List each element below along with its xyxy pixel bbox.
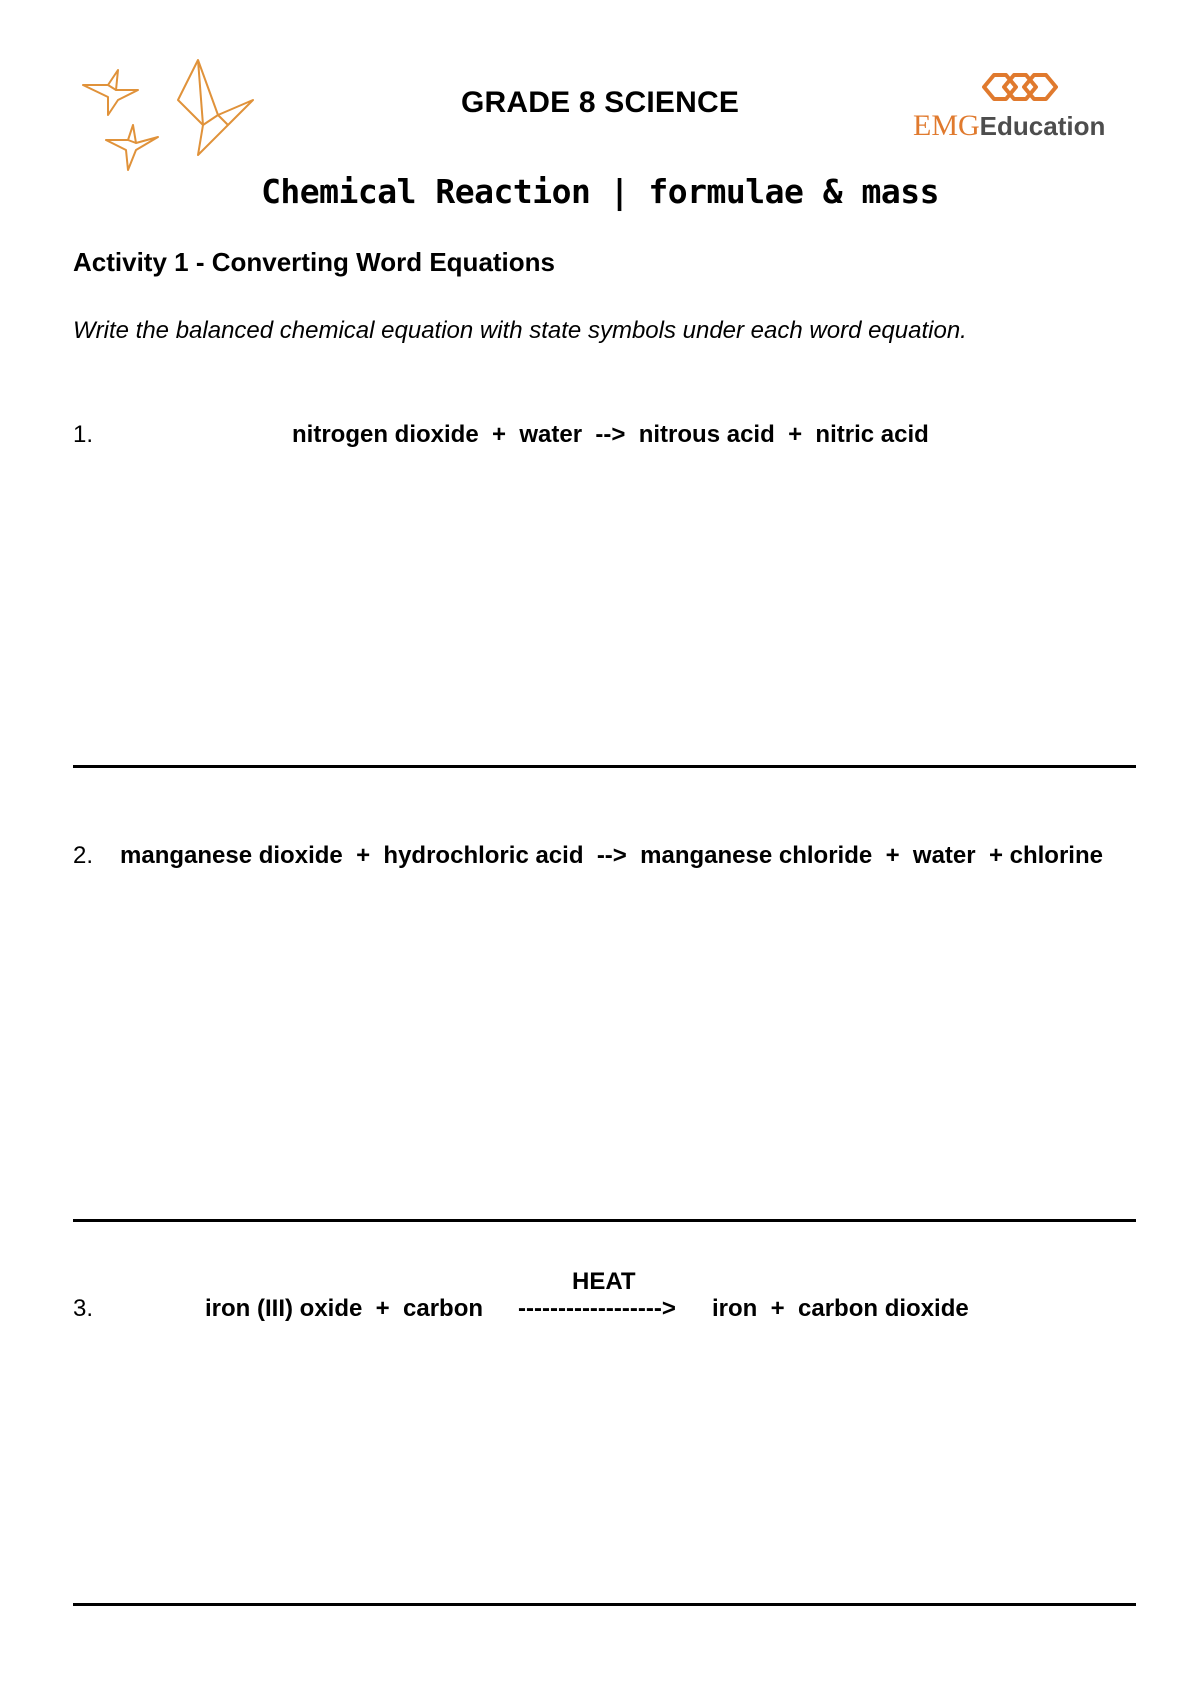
worksheet-title: Chemical Reaction | formulae & mass: [261, 172, 939, 211]
answer-line-2: [73, 1219, 1136, 1222]
question-2-equation: manganese dioxide + hydrochloric acid --> manganese chloride + water + chlorine: [120, 842, 1103, 869]
question-3-reactants: iron (III) oxide + carbon: [205, 1295, 484, 1322]
emg-linked-rings-icon: [980, 70, 1058, 104]
question-3-products: iron + carbon dioxide: [712, 1295, 969, 1322]
question-3-arrow: ------------------>: [518, 1295, 676, 1322]
origami-birds-icon: [78, 55, 263, 185]
answer-line-1: [73, 765, 1136, 768]
emg-education-logo: [913, 70, 1123, 146]
question-3-number: 3.: [73, 1295, 94, 1322]
brand-emg: EMG: [913, 109, 980, 142]
brand-name: [913, 110, 1105, 142]
question-1-equation: nitrogen dioxide + water --> nitrous acid + nitric acid: [292, 421, 929, 448]
question-2-number: 2.: [73, 842, 94, 869]
activity-instructions: Write the balanced chemical equation with state symbols under each word equation.: [73, 317, 967, 344]
question-1-number: 1.: [73, 421, 94, 448]
activity-heading: Activity 1 - Converting Word Equations: [73, 247, 556, 277]
brand-education: Education: [979, 111, 1106, 141]
question-3-condition: HEAT: [572, 1268, 636, 1295]
grade-title: GRADE 8 SCIENCE: [460, 86, 740, 119]
answer-line-3: [73, 1603, 1136, 1606]
